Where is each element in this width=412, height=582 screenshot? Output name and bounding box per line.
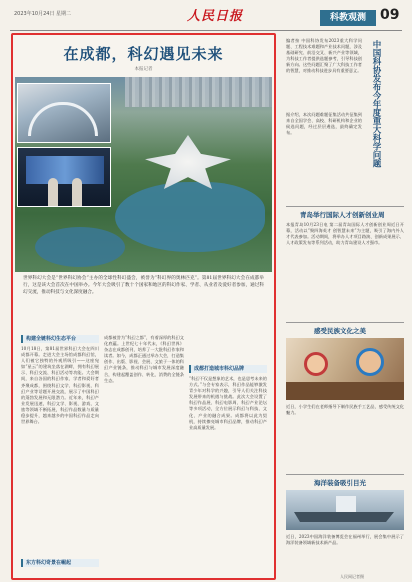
photo-child <box>304 352 328 376</box>
right-top-text: 编者按 中国科协发布2023重大科学问题、工程技术难题和产业技术问题，涉及基础研究、前沿交叉、新兴产业等领域，为科技工作者提供选题参考，引导科技创新方向。这些问题汇聚了广大科技工作者的智慧，对推动科技进步具有重要意义。 <box>286 38 362 74</box>
inset-photo-stage <box>17 147 111 207</box>
inset-screen <box>26 156 104 184</box>
photo-city-skyline <box>125 77 272 107</box>
story3-caption: 近日，小学生们在老师指导下制作民族手工艺品，感受传统文化魅力。 <box>286 404 404 416</box>
inset-person <box>48 178 58 206</box>
main-headline: 在成都，科幻遇见未来 <box>63 45 224 63</box>
story3-headline: 感受民族文化之美 <box>314 327 366 335</box>
inset-photo-exhibition-hall <box>17 83 111 143</box>
article-column-1: 10月18日，第81届世界科幻大会在四川成都开幕。走进大会主场馆成都科幻馆，人们被它独特的外观所吸引——这座宛如“星云”的建筑坐落在湖畔，拥有科幻展示、科幻交流、科幻活动等功能。大会期间，来自各国的科幻作家、学者和爱好者齐聚成都，围绕科幻文学、科幻影视、科幻产业等话题开展交流，展示了中国科幻的蓬勃发展和无限潜力。近年来，科幻产业发展迅速，科幻文学、影视、游戏、文旅等领域不断拓展，科幻作品数量与质量稳步提升，越来越多的中国科幻作品走向世界舞台。 <box>21 346 99 425</box>
photo-table <box>286 382 404 400</box>
story4-caption: 近日，2023中国海洋装备博览会在福州举行，展会集中展示了海洋装备领域新技术新产品。 <box>286 534 404 546</box>
photo-lake-small <box>35 227 125 267</box>
story2-headline: 青岛举行国际人才创新创业周 <box>300 211 385 219</box>
section-head-3: 成都打造城市科幻品牌 <box>189 365 267 373</box>
divider <box>286 474 404 475</box>
inset-person <box>72 178 82 206</box>
right-top-text-2: 据介绍，本次问题难题征集活动共征集到来自全国学会、高校、科研机构和企业的候选问题，经过层层遴选，最终确定发布。 <box>286 112 362 136</box>
photo-credit: 人民网记者摄 <box>340 574 364 579</box>
photo-child <box>356 348 384 376</box>
right-vertical-title: 中国科协发布今年度重大科学问题 <box>371 40 381 168</box>
article-column-3: “科幻不仅是想象的艺术，也是思考未来的方式。”与会专家表示，科幻作品能够激发青少年对科学的兴趣，引导人们关注科技发展带来的机遇与挑战。此次大会设置了科幻作品展、科幻电影周、科幻产业论坛等多项活动，全方位展示科幻与科技、文化、产业的融合成果。成都将以此为契机，持续擦亮城市科幻品牌，推动科幻产业高质量发展。 <box>189 376 267 430</box>
section-label: 科教观测 <box>320 10 376 26</box>
masthead-rule <box>10 30 402 31</box>
story4-headline: 海洋装备吸引目光 <box>314 479 366 487</box>
section-head-2: 东方科幻奇景在崛起 <box>21 559 99 567</box>
photo-marine-equipment <box>286 490 404 530</box>
masthead <box>0 0 412 34</box>
main-story-frame[interactable] <box>11 33 276 580</box>
main-byline: 本报记者 <box>134 67 157 72</box>
photo-caption: 世界科幻大会是“世界科幻协会”主办的全球性科幻盛会，被誉为“科幻界的奥林匹克”。第81届世界科幻大会在成都举行，这是该大会首次在中国举办。今年大会吸引了数十个国家和地区的科幻作家、学者、从业者及爱好者参加，通过科幻交流，推动科技与文化深度融合。 <box>23 276 264 295</box>
divider <box>286 206 404 207</box>
article-column-2: 成都被誉为“科幻之都”，有着深厚的科幻文化底蕴。上世纪七十年代末，《科幻世界》杂志在成都创刊，培养了一大批科幻作家和读者。如今，成都正通过举办大会，打造集创作、出版、影视、会展、文旅于一体的科幻产业链条，推动科幻与城市发展深度融合，构建起覆盖创作、转化、消费的全链条生态。 <box>104 335 184 383</box>
photo-ship-hull <box>294 512 394 522</box>
story2-text: 本报青岛10月23日电 第二届青岛国际人才创新创业周近日开幕，活动以“聚四海英才 创智慧未来”为主题，吸引了海内外人才代表参加。活动期间，将举办人才项目路演、创新成果展示、人才政策发布等系列活动，助力青岛建设人才强市。 <box>286 222 404 246</box>
newspaper-logo: 人民日报 <box>187 9 244 24</box>
photo-ship-structure <box>336 496 356 512</box>
photo-lake <box>115 182 265 252</box>
divider <box>286 322 404 323</box>
issue-date: 2023年10月24日 星期二 <box>14 11 72 17</box>
photo-children-crafts <box>286 338 404 400</box>
photo-museum-building <box>145 135 231 189</box>
page-number: 09 <box>380 7 400 23</box>
inset-arch <box>28 102 98 136</box>
section-head-1: 构建全链科幻生态平台 <box>21 335 99 343</box>
